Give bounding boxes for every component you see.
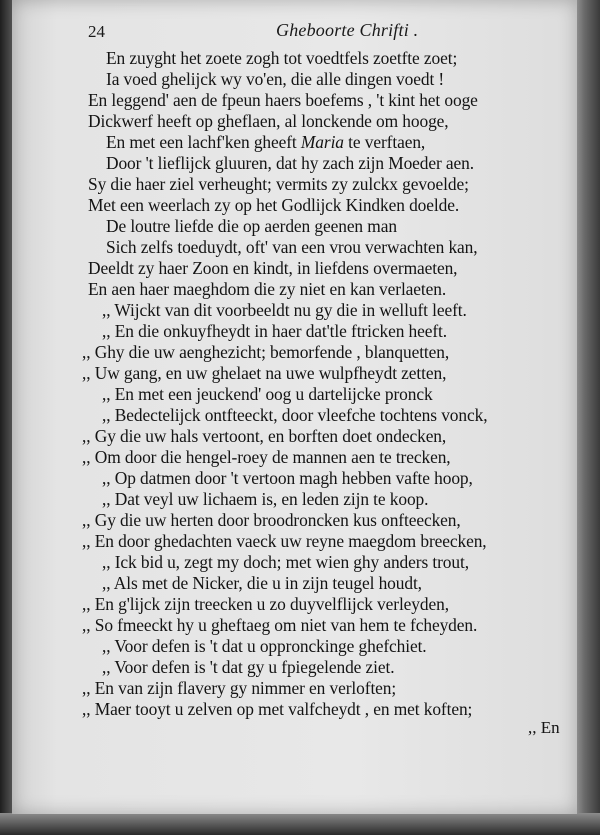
verse-line: ,, Maer tooyt u zelven op met valfcheydt , en met koften; <box>82 699 473 719</box>
verse-line: ,, Als met de Nicker, die u in zijn teugel houdt, <box>102 573 422 593</box>
verse-line: ,, En door ghedachten vaeck uw reyne maegdom breecken, <box>82 531 487 551</box>
verse-line: En aen haer maeghdom die zy niet en kan verlaeten. <box>88 279 447 299</box>
verse-line: ,, Gy die uw hals vertoont, en borften doet ondecken, <box>82 426 447 446</box>
page-header <box>12 16 577 42</box>
verse-line: Sich zelfs toeduydt, oft' van een vrou verwachten kan, <box>106 237 478 257</box>
verse-line: Door 't lieflijck gluuren, dat hy zach zijn Moeder aen. <box>106 153 475 173</box>
verse-line: Sy die haer ziel verheught; vermits zy zulckx gevoelde; <box>88 174 469 194</box>
verse-line: ,, En die onkuyfheydt in haer dat'tle ftricken heeft. <box>102 321 448 341</box>
verse-line: Dickwerf heeft op gheflaen, al lonckende om hooge, <box>88 111 449 131</box>
verse-line: De loutre liefde die op aerden geenen man <box>106 216 397 236</box>
verse-line: Ia voed ghelijck wy vo'en, die alle dingen voedt ! <box>106 69 445 89</box>
verse-line: Met een weerlach zy op het Godlijck Kindken doelde. <box>88 195 460 215</box>
verse-line: ,, Gy die uw herten door broodroncken kus onfteecken, <box>82 510 461 530</box>
verse-line: ,, Ick bid u, zegt my doch; met wien ghy anders trout, <box>102 552 469 572</box>
running-title: Gheboorte Chrifti . <box>276 20 419 40</box>
verse-line: ,, Bedectelijck ontfteeckt, door vleefche tochtens vonck, <box>102 405 488 425</box>
scan-edge-bottom <box>0 813 600 835</box>
verse-line: ,, Uw gang, en uw ghelaet na uwe wulpfheydt zetten, <box>82 363 447 383</box>
verse-line: ,, Wijckt van dit voorbeeldt nu gy die in welluft leeft. <box>102 300 467 320</box>
scan-edge-right <box>574 0 600 835</box>
verse-line: ,, Dat veyl uw lichaem is, en leden zijn te koop. <box>102 489 429 509</box>
verse-line: En leggend' aen de fpeun haers boefems , 't kint het ooge <box>88 90 478 110</box>
verse-line: ,, Ghy die uw aenghezicht; bemorfende , blanquetten, <box>82 342 450 362</box>
verse-line: En met een lachf'ken gheeft Maria te verftaen, <box>106 132 426 152</box>
verse-line: ,, Voor defen is 't dat u oppronckinge ghefchiet. <box>102 636 427 656</box>
verse-line: ,, Op datmen door 't vertoon magh hebben vafte hoop, <box>102 468 473 488</box>
verse-line: Deeldt zy haer Zoon en kindt, in liefdens overmaeten, <box>88 258 458 278</box>
verse-line: ,, Om door die hengel-roey de mannen aen te trecken, <box>82 447 451 467</box>
verse-line: ,, So fmeeckt hy u gheftaeg om niet van hem te fcheyden. <box>82 615 478 635</box>
italic-name: Maria <box>300 132 344 152</box>
page-number: 24 <box>88 22 105 41</box>
verse-line: ,, En g'lijck zijn treecken u zo duyvelflijck verleyden, <box>82 594 449 614</box>
verse-line: ,, Voor defen is 't dat gy u fpiegelende ziet. <box>102 657 395 677</box>
catchword: ,, En <box>528 718 560 737</box>
verse-line: En zuyght het zoete zogh tot voedtfels zoetfte zoet; <box>106 48 458 68</box>
book-page <box>12 0 577 814</box>
verse-line: ,, En met een jeuckend' oog u dartelijcke pronck <box>102 384 433 404</box>
verse-line: ,, En van zijn flavery gy nimmer en verloften; <box>82 678 397 698</box>
